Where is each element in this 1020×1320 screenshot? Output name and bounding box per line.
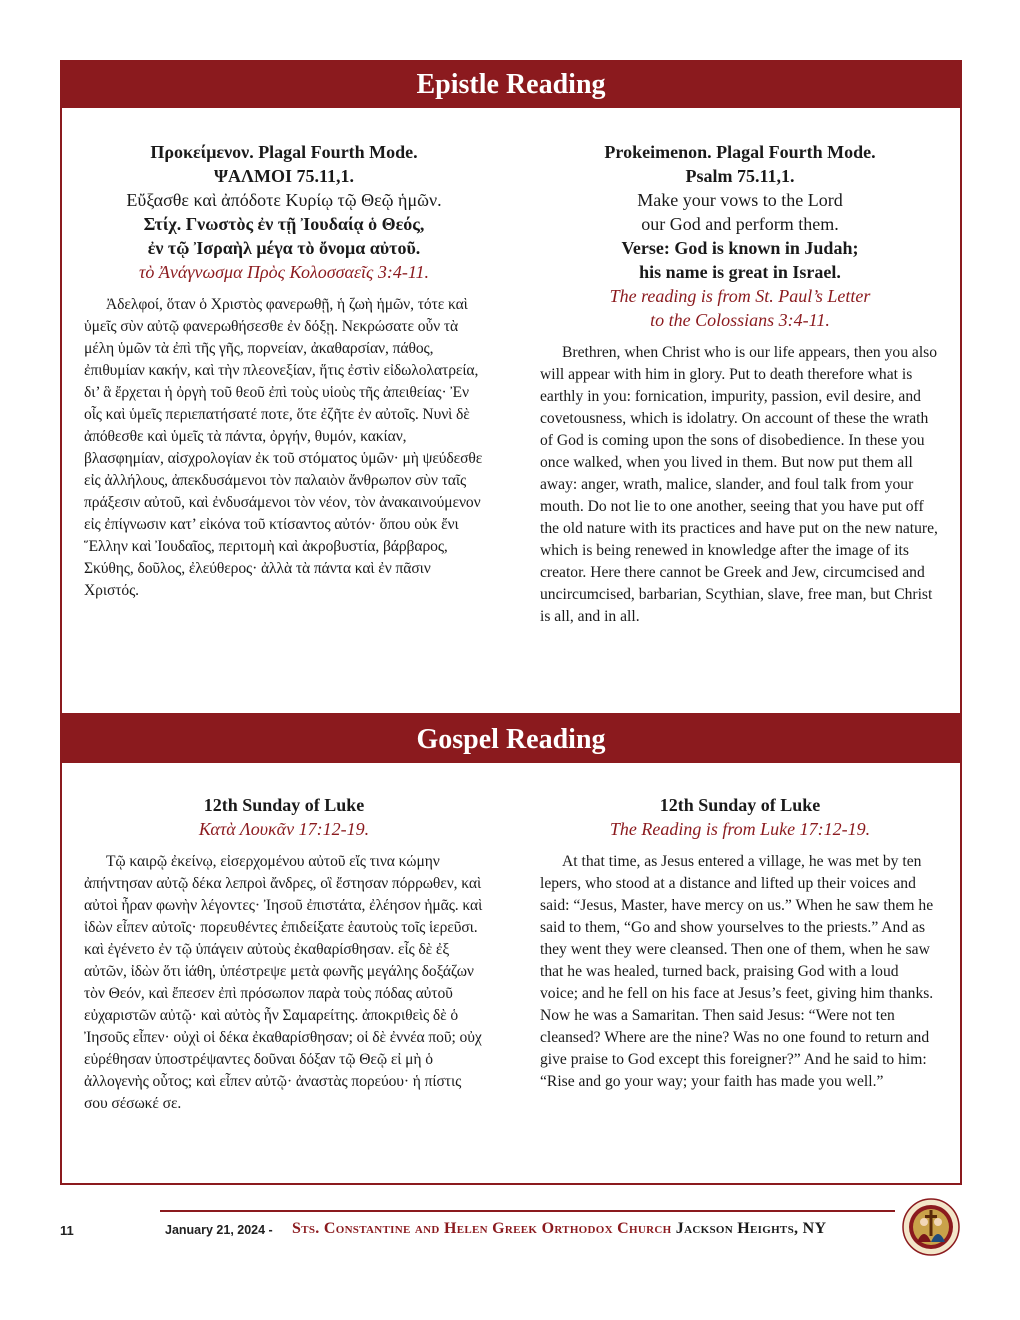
epistle-greek-reference: τὸ Ἀνάγνωσμα Πρὸς Κολοσσαεῖς 3:4-11. [138, 262, 429, 282]
gospel-title: Gospel Reading [62, 717, 960, 763]
footer-rule [160, 1210, 895, 1212]
church-name: Sts. Constantine and Helen Greek Orthodox Church [292, 1220, 672, 1237]
epistle-greek-psalm: ΨΑΛΜΟΙ 75.11,1. [214, 166, 354, 186]
footer-date: January 21, 2024 - [165, 1223, 273, 1237]
gospel-english-header [540, 793, 940, 841]
epistle-greek-body: Ἀδελφοί, ὅταν ὁ Χριστὸς φανερωθῇ, ἡ ζωὴ ἡμῶν, τότε καὶ ὑμεῖς σὺν αὐτῷ φανερωθήσεσθε ἐν δόξῃ. Νεκρώσατε οὖν τὰ μέλη ὑμῶν τὰ ἐπὶ τῆς γῆς, πορνείαν, ἀκαθαρσίαν, πάθος, ἐπιθυμίαν κακήν, καὶ τὴν πλεονεξίαν, ἥτις ἐστὶν εἰδωλολατρεία, δι’ ἃ ἔρχεται ἡ ὀργὴ τοῦ θεοῦ ἐπὶ τοὺς υἱοὺς τῆς ἀπειθείας· Ἐν οἷς καὶ ὑμεῖς περιεπατήσατέ ποτε, ὅτε ἐζῆτε ἐν αὐτοῖς. Νυνὶ δὲ ἀπόθεσθε καὶ ὑμεῖς τὰ πάντα, ὀργήν, θυμόν, κακίαν, βλασφημίαν, αἰσχρολογίαν ἐκ τοῦ στόματος ὑμῶν· μὴ ψεύδεσθε εἰς ἀλλήλους, ἀπεκδυσάμενοι τὸν παλαιὸν ἄνθρωπον σὺν ταῖς πράξεσιν αὐτοῦ, καὶ ἐνδυσάμενοι τὸν νέον, τὸν ἀνακαινούμενον εἰς ἐπίγνωσιν κατ’ εἰκόνα τοῦ κτίσαντος αὐτόν· ὅπου οὐκ ἔνι Ἕλλην καὶ Ἰουδαῖος, περιτομὴ καὶ ἀκροβυστία, βάρβαρος, Σκύθης, δοῦλος, ἐλεύθερος· ἀλλὰ τὰ πάντα καὶ ἐν πᾶσιν Χριστός. [84, 296, 483, 599]
epistle-english-verse: Verse: God is known in Judah; [621, 238, 859, 258]
epistle-greek-header [84, 140, 484, 284]
epistle-greek-line: Εὔξασθε καὶ ἀπόδοτε Κυρίῳ τῷ Θεῷ ἡμῶν. [126, 190, 442, 210]
gospel-greek-header [84, 793, 484, 841]
epistle-english-reference-2: to the Colossians 3:4-11. [650, 310, 830, 330]
epistle-greek-column [84, 140, 484, 602]
epistle-english-header [540, 140, 940, 332]
epistle-title: Epistle Reading [62, 62, 960, 108]
epistle-english-column [540, 140, 940, 628]
epistle-english-line-1: Make your vows to the Lord [637, 190, 843, 210]
epistle-greek-prokeimenon: Προκείμενον. Plagal Fourth Mode. [150, 142, 418, 162]
gospel-greek-column [84, 793, 484, 1115]
epistle-english-body: Brethren, when Christ who is our life appears, then you also will appear with him in glory. Put to death therefore what is earthly in you: fornication, impurity, passion, evil desire, and covetousness, which is idolatry. On account of these the wrath of God is coming upon the sons of disobedience. In these you once walked, when you lived in them. But now put them all away: anger, wrath, malice, slander, and foul talk from your mouth. Do not lie to one another, seeing that you have put off the old nature with its practices and have put on the new nature, which is being renewed in knowledge after the image of its creator. Here there cannot be Greek and Jew, circumcised and uncircumcised, barbarian, Scythian, slave, free man, but Christ is all, and in all. [540, 344, 938, 625]
epistle-english-psalm: Psalm 75.11,1. [685, 166, 795, 186]
epistle-english-prokeimenon: Prokeimenon. Plagal Fourth Mode. [604, 142, 876, 162]
church-location: Jackson Heights, NY [675, 1220, 827, 1237]
footer-church-name [292, 1220, 826, 1238]
gospel-greek-body: Τῷ καιρῷ ἐκείνῳ, εἰσερχομένου αὐτοῦ εἴς τινα κώμην ἀπήντησαν αὐτῷ δέκα λεπροὶ ἄνδρες, οἳ ἔστησαν πόρρωθεν, καὶ αὐτοὶ ἦραν φωνὴν λέγοντες· Ἰησοῦ ἐπιστάτα, ἐλέησον ἡμᾶς. καὶ ἰδὼν εἶπεν αὐτοῖς· πορευθέντες ἐπιδείξατε ἑαυτοὺς τοῖς ἱερεῦσι. καὶ ἐγένετο ἐν τῷ ὑπάγειν αὐτοὺς ἐκαθαρίσθησαν. εἷς δὲ ἐξ αὐτῶν, ἰδὼν ὅτι ἰάθη, ὑπέστρεψε μετὰ φωνῆς μεγάλης δοξάζων τὸν Θεόν, καὶ ἔπεσεν ἐπὶ πρόσωπον παρὰ τοὺς πόδας αὐτοῦ εὐχαριστῶν αὐτῷ· καὶ αὐτὸς ἦν Σαμαρείτης. ἀποκριθεὶς δὲ ὁ Ἰησοῦς εἶπεν· οὐχὶ οἱ δέκα ἐκαθαρίσθησαν; οἱ δὲ ἐννέα ποῦ; οὐχ εὑρέθησαν ὑποστρέψαντες δοῦναι δόξαν τῷ Θεῷ εἰ μὴ ὁ ἀλλογενὴς οὗτος; καὶ εἶπεν αὐτῷ· ἀναστὰς πορεύου· ἡ πίστις σου σέσωκέ σε. [84, 853, 483, 1112]
gospel-section [60, 715, 962, 1185]
epistle-section [60, 60, 962, 715]
epistle-english-line-2: our God and perform them. [641, 214, 839, 234]
page-number: 11 [60, 1223, 74, 1238]
epistle-english-reference-1: The reading is from St. Paul’s Letter [609, 286, 871, 306]
gospel-english-column [540, 793, 940, 1093]
gospel-english-reference: The Reading is from Luke 17:12-19. [609, 819, 871, 839]
gospel-english-body: At that time, as Jesus entered a village, he was met by ten lepers, who stood at a distance and lifted up their voices and said: “Jesus, Master, have mercy on us.” When he saw them he said to them, “Go and show yourselves to the priests.” And as they went they were cleansed. Then one of them, when he saw that he was healed, turned back, praising God with a loud voice; and he fell on his face at Jesus’s feet, giving him thanks. Now he was a Samaritan. Then said Jesus: “Were not ten cleansed? Where are the nine? Was no one found to return and give praise to God except this foreigner?” And he said to him: “Rise and go your way; your faith has made you well.” [540, 853, 934, 1090]
gospel-greek-sunday: 12th Sunday of Luke [203, 795, 365, 815]
church-seal-icon [902, 1198, 960, 1256]
epistle-english-verse-2: his name is great in Israel. [639, 262, 841, 282]
gospel-greek-reference: Κατὰ Λουκᾶν 17:12-19. [198, 819, 370, 839]
epistle-greek-verse-2: ἐν τῷ Ἰσραὴλ μέγα τὸ ὄνομα αὐτοῦ. [147, 238, 421, 258]
gospel-english-sunday: 12th Sunday of Luke [659, 795, 821, 815]
epistle-greek-verse: Στίχ. Γνωστὸς ἐν τῇ Ἰουδαίᾳ ὁ Θεός, [143, 214, 425, 234]
